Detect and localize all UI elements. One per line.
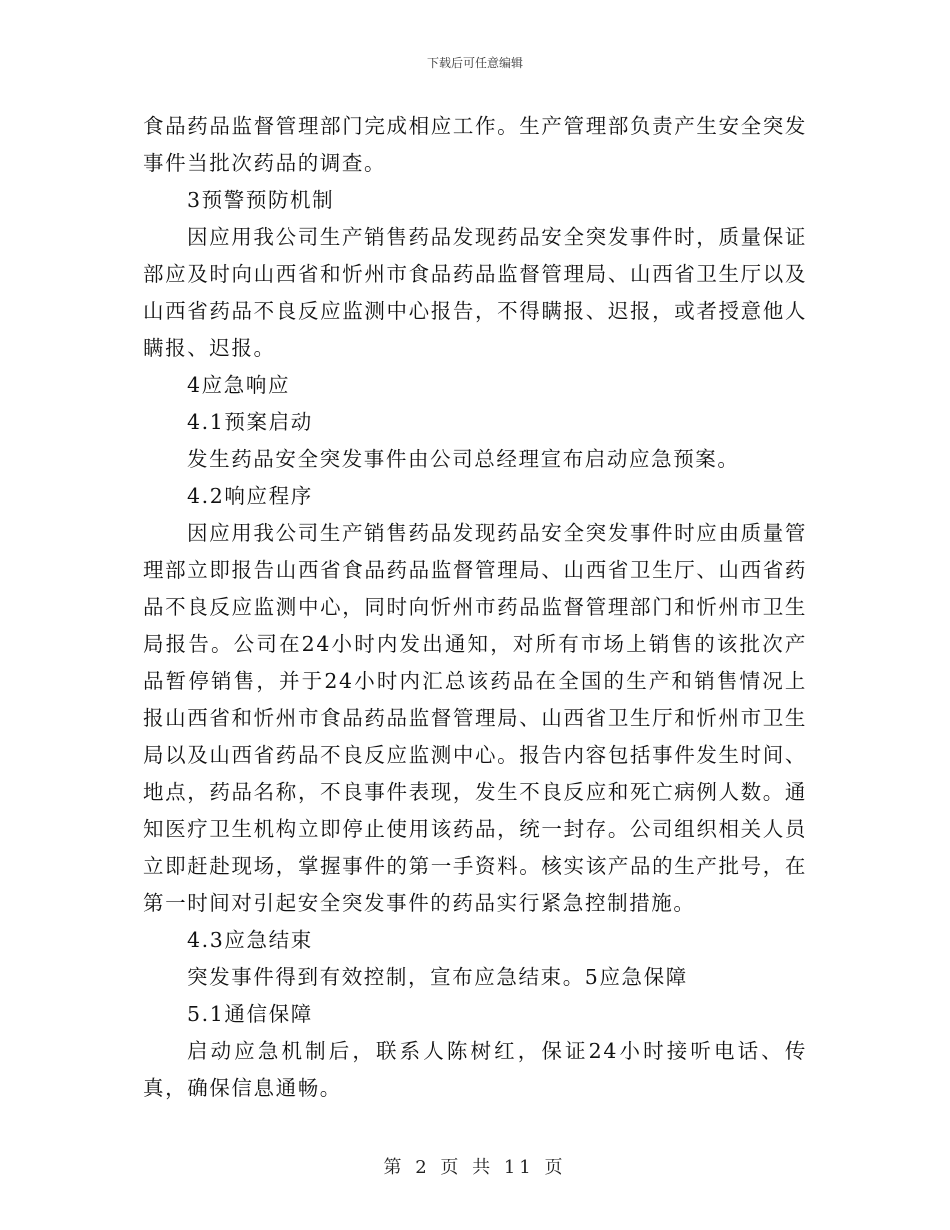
paragraph-2: 因应用我公司生产销售药品发现药品安全突发事件时，质量保证部应及时向山西省和忻州市食品药品监督管理局、山西省卫生厅以及山西省药品不良反应监测中心报告，不得瞒报、迟报，或者授意他人瞒报、迟报。: [143, 225, 807, 360]
paragraph-4: 因应用我公司生产销售药品发现药品安全突发事件时应由质量管理部立即报告山西省食品药品监督管理局、山西省卫生厅、山西省药品不良反应监测中心，同时向忻州市药品监督管理部门和忻州市卫生局报告。公司在24小时内发出通知，对所有市场上销售的该批次产品暂停销售，并于24小时内汇总该药品在全国的生产和销售情况上报山西省和忻州市食品药品监督管理局、山西省卫生厅和忻州市卫生局以及山西省药品不良反应监测中心。报告内容包括事件发生时间、地点，药品名称，不良事件表现，发生不良反应和死亡病例人数。通知医疗卫生机构立即停止使用该药品，统一封存。公司组织相关人员立即赶赴现场，掌握事件的第一手资料。核实该产品的生产批号，在第一时间对引起安全突发事件的药品实行紧急控制措施。: [143, 521, 807, 915]
section-heading-4-1: 4.1预案启动: [187, 410, 313, 434]
paragraph-5: 突发事件得到有效控制，宣布应急结束。5应急保障: [187, 965, 688, 989]
paragraph-3: 发生药品安全突发事件由公司总经理宣布启动应急预案。: [187, 447, 740, 471]
document-body: [143, 108, 807, 1107]
paragraph-6: 启动应急机制后，联系人陈树红，保证24小时接听电话、传真，确保信息通畅。: [143, 1039, 807, 1100]
section-heading-4: 4应急响应: [187, 373, 291, 397]
page-header: 下载后可任意编辑: [426, 56, 523, 70]
section-heading-4-3: 4.3应急结束: [187, 928, 313, 952]
section-heading-5-1: 5.1通信保障: [187, 1002, 313, 1026]
section-heading-4-2: 4.2响应程序: [187, 484, 313, 508]
section-heading-3: 3预警预防机制: [187, 188, 335, 212]
page-number: 第 2 页 共 11 页: [383, 1157, 567, 1178]
paragraph-1: 食品药品监督管理部门完成相应工作。生产管理部负责产生安全突发事件当批次药品的调查。: [143, 114, 807, 175]
